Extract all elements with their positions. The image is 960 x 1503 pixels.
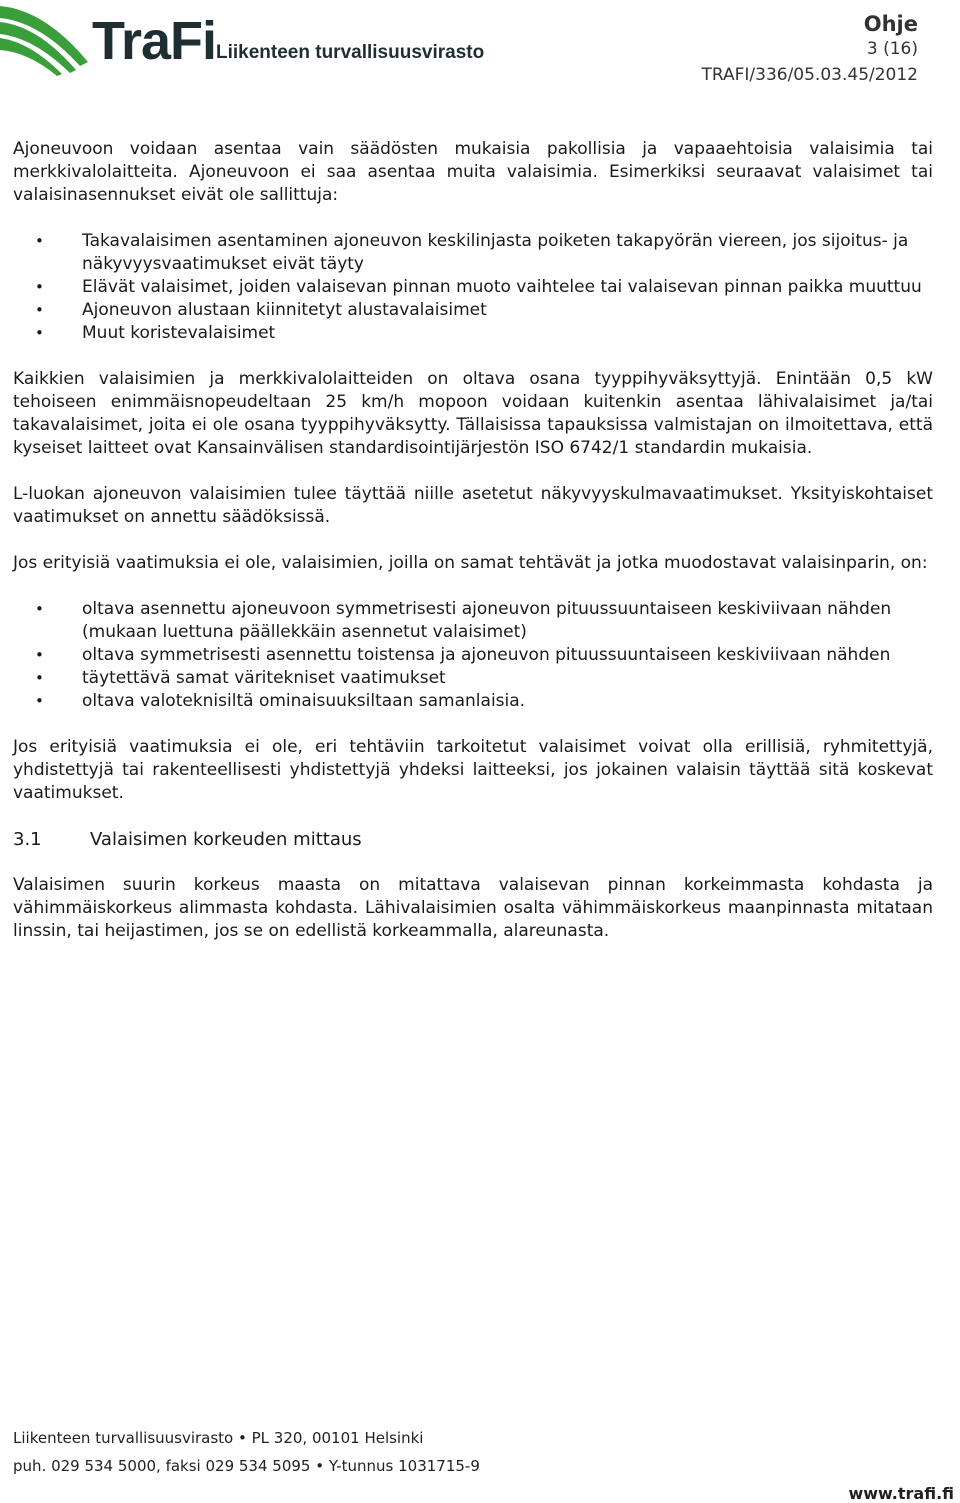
section-number: 3.1 [13, 829, 42, 850]
bullet-icon: • [35, 232, 44, 250]
bullet-icon: • [35, 301, 44, 319]
footer-website-link[interactable]: www.trafi.fi [848, 1484, 954, 1503]
list-item-text: oltava symmetrisesti asennettu toistensa ja ajoneuvon pituussuuntaiseen keskiviivaan nähden [82, 645, 891, 665]
bullet-icon: • [35, 324, 44, 342]
list-item-text: Takavalaisimen asentaminen ajoneuvon keskilinjasta poiketen takapyörän viereen, jos sijoitus- ja näkyvyysvaatimukset eivät täyty [82, 231, 909, 274]
footer-contact: puh. 029 534 5000, faksi 029 534 5095 • Y-tunnus 1031715-9 [13, 1457, 480, 1475]
list-item [13, 230, 933, 276]
document-type: Ohje [863, 12, 918, 36]
paragraph: Jos erityisiä vaatimuksia ei ole, eri tehtäviin tarkoitetut valaisimet voivat olla erillisiä, ryhmitettyjä, yhdistettyjä tai rakenteellisesti yhdistettyjä yhdeksi laitteeksi, jos jokainen valaisin täyttää sitä koskevat vaatimukset. [13, 737, 933, 803]
list-item [13, 299, 933, 322]
section-heading [13, 828, 933, 851]
list-item-text: Elävät valaisimet, joiden valaisevan pinnan muoto vaihtelee tai valaisevan pinnan paikka muuttuu [82, 277, 922, 297]
list-item-text: Ajoneuvon alustaan kiinnitetyt alustavalaisimet [82, 300, 487, 320]
bullet-list [13, 230, 933, 345]
bullet-icon: • [35, 669, 44, 687]
paragraph: L-luokan ajoneuvon valaisimien tulee täyttää niille asetetut näkyvyyskulmavaatimukset. Yksityiskohtaiset vaatimukset on annettu säädöksissä. [13, 484, 933, 527]
list-item [13, 644, 933, 667]
bullet-icon: • [35, 646, 44, 664]
logo-subtitle: Liikenteen turvallisuusvirasto [216, 42, 485, 63]
paragraph: Kaikkien valaisimien ja merkkivalolaitteiden on oltava osana tyyppihyväksyttyjä. Enintään 0,5 kW tehoiseen enimmäisnopeudeltaan 25 km/h mopoon voidaan kuitenkin asentaa lähivalaisimet ja/tai takavalaisimet, joita ei ole osana tyyppihyväksytty. Tällaisissa tapauksissa valmistajan on ilmoitettava, että kyseiset laitteet ovat Kansainvälisen standardisointijärjestön ISO 6742/1 standardin mukaisia. [13, 369, 933, 458]
bullet-icon: • [35, 278, 44, 296]
document-reference: TRAFI/336/05.03.45/2012 [701, 65, 918, 85]
bullet-icon: • [35, 692, 44, 710]
paragraph: Jos erityisiä vaatimuksia ei ole, valaisimien, joilla on samat tehtävät ja jotka muodostavat valaisinparin, on: [13, 553, 928, 573]
paragraph: Ajoneuvoon voidaan asentaa vain säädösten mukaisia pakollisia ja vapaaehtoisia valaisimia tai merkkivalolaitteita. Ajoneuvoon ei saa asentaa muita valaisimia. Esimerkiksi seuraavat valaisimet tai valaisinasennukset eivät ole sallittuja: [13, 139, 933, 205]
bullet-icon: • [35, 600, 44, 618]
list-item [13, 667, 933, 690]
list-item [13, 276, 933, 299]
list-item [13, 690, 933, 713]
logo-wordmark: TraFi [92, 11, 217, 71]
trafi-logo [0, 0, 485, 80]
footer-address: Liikenteen turvallisuusvirasto • PL 320, 00101 Helsinki [13, 1429, 424, 1447]
paragraph: Valaisimen suurin korkeus maasta on mitattava valaisevan pinnan korkeimmasta kohdasta ja vähimmäiskorkeus alimmasta kohdasta. Lähivalaisimien osalta vähimmäiskorkeus maanpinnasta mitataan linssin, tai heijastimen, jos se on edellistä korkeammalla, alareunasta. [13, 875, 933, 941]
list-item-text: oltava valoteknisiltä ominaisuuksiltaan samanlaisia. [82, 691, 526, 711]
list-item [13, 598, 933, 644]
bullet-list [13, 598, 933, 713]
list-item-text: täytettävä samat väritekniset vaatimukset [82, 668, 446, 688]
logo-swoosh-icon [0, 0, 100, 80]
document-body [13, 138, 933, 966]
list-item-text: oltava asennettu ajoneuvoon symmetrisesti ajoneuvon pituussuuntaiseen keskiviivaan nähden (mukaan luettuna päällekkäin asennetut valaisimet) [82, 599, 892, 642]
document-header-info [701, 12, 918, 85]
list-item [13, 322, 933, 345]
list-item-text: Muut koristevalaisimet [82, 323, 276, 343]
section-title: Valaisimen korkeuden mittaus [90, 829, 362, 850]
page-number: 3 (16) [866, 39, 918, 59]
page-footer [13, 1429, 480, 1485]
